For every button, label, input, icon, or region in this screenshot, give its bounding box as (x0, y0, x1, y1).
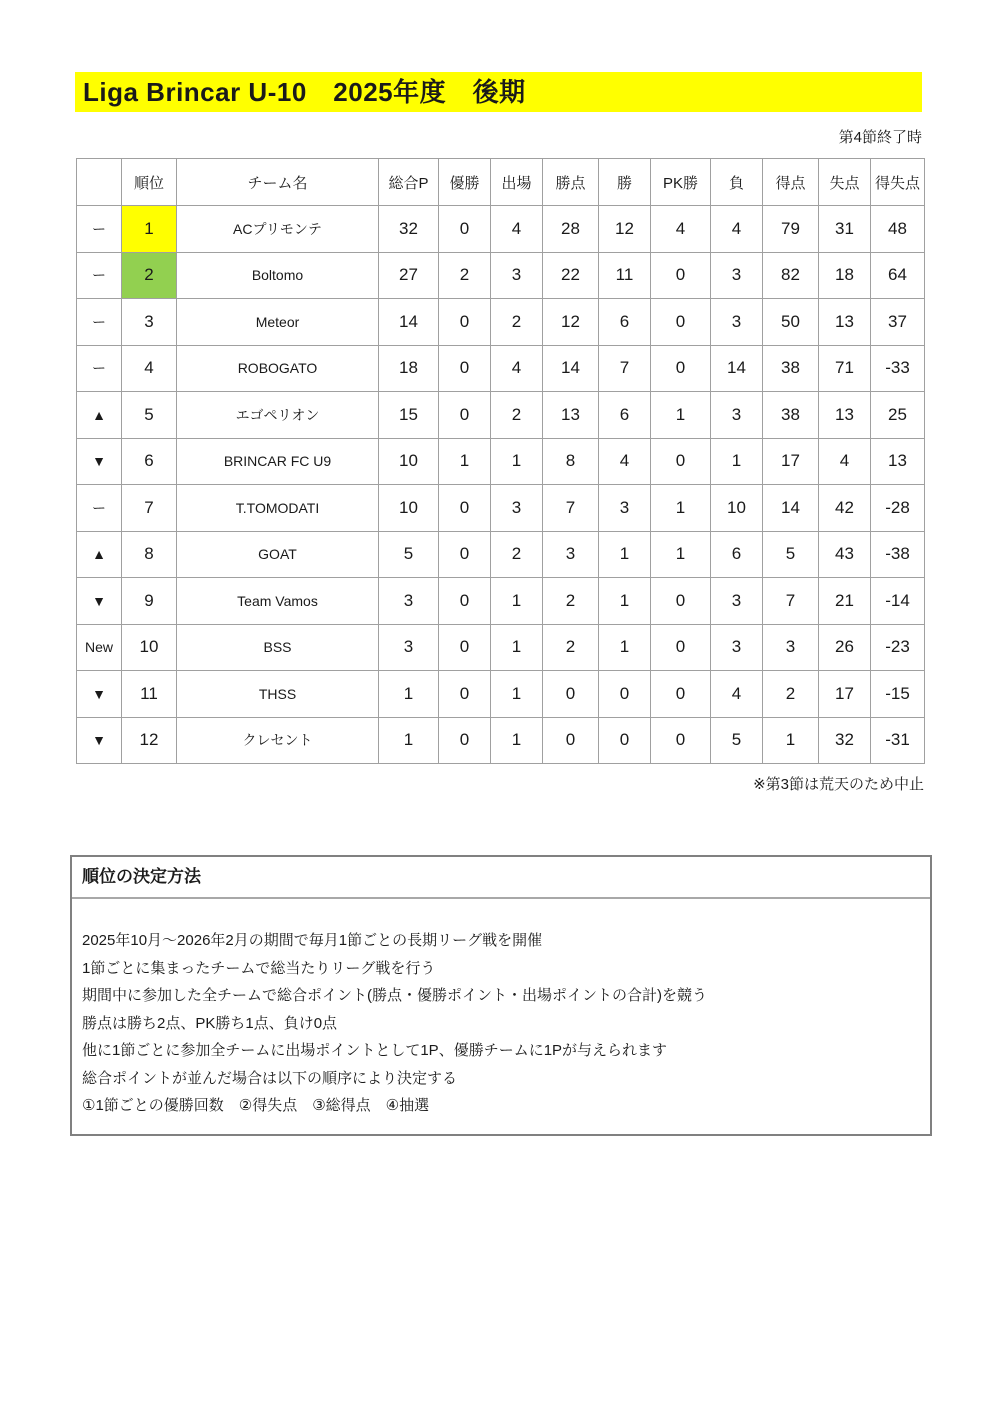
team-name-cell: Team Vamos (177, 578, 379, 625)
stat-cell: 0 (651, 299, 711, 346)
table-row (77, 717, 925, 764)
stat-cell: 13 (819, 392, 871, 439)
stat-cell: 0 (651, 578, 711, 625)
stat-cell: 0 (543, 671, 599, 718)
stat-cell: 8 (543, 438, 599, 485)
stat-cell: 0 (439, 531, 491, 578)
table-row (77, 252, 925, 299)
stat-cell: 3 (379, 624, 439, 671)
table-row (77, 206, 925, 253)
team-name-cell: クレセント (177, 717, 379, 764)
table-row (77, 392, 925, 439)
movement-cell: ー (77, 485, 122, 532)
stat-cell: 1 (599, 531, 651, 578)
stat-cell: 3 (711, 252, 763, 299)
header-row (77, 159, 925, 206)
rank-cell: 12 (122, 717, 177, 764)
stat-cell: 0 (439, 717, 491, 764)
team-name-cell: Meteor (177, 299, 379, 346)
stat-cell: 3 (379, 578, 439, 625)
rules-title: 順位の決定方法 (72, 857, 930, 899)
rank-cell: 11 (122, 671, 177, 718)
table-row (77, 578, 925, 625)
stat-cell: 3 (491, 485, 543, 532)
stat-cell: 13 (871, 438, 925, 485)
stat-cell: 3 (599, 485, 651, 532)
stat-cell: 5 (711, 717, 763, 764)
rules-body (72, 899, 930, 1120)
column-header (77, 159, 122, 206)
column-header: PK勝 (651, 159, 711, 206)
stat-cell: 14 (379, 299, 439, 346)
rules-box (70, 855, 932, 1136)
team-name-cell: ROBOGATO (177, 345, 379, 392)
stat-cell: 10 (711, 485, 763, 532)
stat-cell: 18 (819, 252, 871, 299)
stat-cell: -15 (871, 671, 925, 718)
column-header: 順位 (122, 159, 177, 206)
stat-cell: 2 (543, 578, 599, 625)
stat-cell: 10 (379, 485, 439, 532)
stat-cell: 12 (543, 299, 599, 346)
page-title: Liga Brincar U-10 2025年度 後期 (75, 72, 922, 112)
stat-cell: 38 (763, 392, 819, 439)
stat-cell: 32 (379, 206, 439, 253)
stat-cell: -38 (871, 531, 925, 578)
column-header: 得失点 (871, 159, 925, 206)
stat-cell: 0 (651, 252, 711, 299)
stat-cell: 2 (439, 252, 491, 299)
movement-cell: ー (77, 345, 122, 392)
column-header: 優勝 (439, 159, 491, 206)
stat-cell: 3 (491, 252, 543, 299)
team-name-cell: T.TOMODATI (177, 485, 379, 532)
team-name-cell: BSS (177, 624, 379, 671)
stat-cell: 7 (763, 578, 819, 625)
column-header: 勝点 (543, 159, 599, 206)
movement-cell: ー (77, 252, 122, 299)
stat-cell: 1 (599, 624, 651, 671)
stat-cell: 4 (651, 206, 711, 253)
stat-cell: 2 (763, 671, 819, 718)
table-header (77, 159, 925, 206)
rules-line: ①1節ごとの優勝回数 ②得失点 ③総得点 ④抽選 (82, 1097, 430, 1114)
stat-cell: 0 (651, 345, 711, 392)
movement-cell: ▼ (77, 671, 122, 718)
column-header: 得点 (763, 159, 819, 206)
stat-cell: 0 (651, 671, 711, 718)
stat-cell: 1 (439, 438, 491, 485)
rank-cell: 3 (122, 299, 177, 346)
movement-cell: ー (77, 206, 122, 253)
stat-cell: 3 (711, 578, 763, 625)
stat-cell: 5 (763, 531, 819, 578)
stat-cell: 0 (439, 392, 491, 439)
stat-cell: 26 (819, 624, 871, 671)
rules-line: 勝点は勝ち2点、PK勝ち1点、負け0点 (82, 1014, 338, 1032)
stat-cell: 3 (711, 624, 763, 671)
stat-cell: 64 (871, 252, 925, 299)
column-header: チーム名 (177, 159, 379, 206)
league-table (76, 158, 925, 764)
stat-cell: 22 (543, 252, 599, 299)
rank-cell: 2 (122, 252, 177, 299)
stat-cell: 7 (543, 485, 599, 532)
stage-status-label: 第4節終了時 (838, 129, 922, 146)
stat-cell: 38 (763, 345, 819, 392)
stat-cell: 0 (439, 485, 491, 532)
stat-cell: 2 (491, 531, 543, 578)
team-name-cell: THSS (177, 671, 379, 718)
stat-cell: 4 (491, 345, 543, 392)
movement-cell: ー (77, 299, 122, 346)
stat-cell: 1 (763, 717, 819, 764)
stat-cell: 1 (651, 485, 711, 532)
stat-cell: 1 (599, 578, 651, 625)
stat-cell: 2 (491, 392, 543, 439)
stat-cell: 31 (819, 206, 871, 253)
stat-cell: 1 (491, 438, 543, 485)
stat-cell: 6 (599, 299, 651, 346)
stat-cell: 21 (819, 578, 871, 625)
table-row (77, 485, 925, 532)
movement-cell: ▼ (77, 717, 122, 764)
table-row (77, 345, 925, 392)
stat-cell: 0 (543, 717, 599, 764)
stat-cell: 1 (491, 717, 543, 764)
table-row (77, 624, 925, 671)
stat-cell: -28 (871, 485, 925, 532)
column-header: 総合P (379, 159, 439, 206)
table-row (77, 671, 925, 718)
team-name-cell: GOAT (177, 531, 379, 578)
stat-cell: 1 (379, 671, 439, 718)
stat-cell: 0 (599, 717, 651, 764)
stat-cell: 3 (711, 392, 763, 439)
stat-cell: 2 (543, 624, 599, 671)
column-header: 出場 (491, 159, 543, 206)
table-body (77, 206, 925, 764)
table-row (77, 299, 925, 346)
rules-line: 期間中に参加した全チームで総合ポイント(勝点・優勝ポイント・出場ポイントの合計)を競う (82, 987, 707, 1004)
team-name-cell: BRINCAR FC U9 (177, 438, 379, 485)
stat-cell: 1 (491, 671, 543, 718)
stat-cell: 50 (763, 299, 819, 346)
stat-cell: 4 (819, 438, 871, 485)
stat-cell: 32 (819, 717, 871, 764)
rules-line: 2025年10月～2026年2月の期間で毎月1節ごとの長期リーグ戦を開催 (82, 932, 543, 949)
stat-cell: 11 (599, 252, 651, 299)
column-header: 勝 (599, 159, 651, 206)
rank-cell: 8 (122, 531, 177, 578)
stat-cell: 17 (763, 438, 819, 485)
stat-cell: -31 (871, 717, 925, 764)
stat-cell: 1 (711, 438, 763, 485)
stat-cell: 82 (763, 252, 819, 299)
team-name-cell: エゴペリオン (177, 392, 379, 439)
stat-cell: 7 (599, 345, 651, 392)
rank-cell: 7 (122, 485, 177, 532)
stat-cell: 42 (819, 485, 871, 532)
stat-cell: -14 (871, 578, 925, 625)
stat-cell: 79 (763, 206, 819, 253)
stat-cell: 2 (491, 299, 543, 346)
team-name-cell: Boltomo (177, 252, 379, 299)
stat-cell: -23 (871, 624, 925, 671)
stat-cell: 0 (599, 671, 651, 718)
stat-cell: 1 (379, 717, 439, 764)
stat-cell: 71 (819, 345, 871, 392)
rank-cell: 10 (122, 624, 177, 671)
cancellation-note: ※第3節は荒天のため中止 (753, 776, 924, 793)
stat-cell: 3 (711, 299, 763, 346)
stat-cell: 0 (439, 206, 491, 253)
stat-cell: 3 (763, 624, 819, 671)
stat-cell: 4 (711, 671, 763, 718)
stat-cell: 14 (543, 345, 599, 392)
rules-line: 他に1節ごとに参加全チームに出場ポイントとして1P、優勝チームに1Pが与えられます (82, 1042, 668, 1059)
rules-line: 総合ポイントが並んだ場合は以下の順序により決定する (82, 1069, 458, 1087)
stat-cell: 4 (491, 206, 543, 253)
stat-cell: 1 (491, 578, 543, 625)
stat-cell: 0 (439, 299, 491, 346)
stat-cell: 25 (871, 392, 925, 439)
stat-cell: 18 (379, 345, 439, 392)
stat-cell: 4 (711, 206, 763, 253)
rank-cell: 4 (122, 345, 177, 392)
stat-cell: 0 (439, 671, 491, 718)
stat-cell: 0 (651, 717, 711, 764)
stat-cell: 0 (439, 345, 491, 392)
movement-cell: ▲ (77, 531, 122, 578)
stat-cell: 1 (491, 624, 543, 671)
stat-cell: 13 (543, 392, 599, 439)
column-header: 負 (711, 159, 763, 206)
stat-cell: 0 (439, 624, 491, 671)
stat-cell: 3 (543, 531, 599, 578)
stat-cell: 0 (439, 578, 491, 625)
stat-cell: -33 (871, 345, 925, 392)
rank-cell: 9 (122, 578, 177, 625)
stat-cell: 28 (543, 206, 599, 253)
table-row (77, 531, 925, 578)
stat-cell: 6 (599, 392, 651, 439)
stat-cell: 1 (651, 392, 711, 439)
movement-cell: New (77, 624, 122, 671)
stat-cell: 14 (763, 485, 819, 532)
stat-cell: 1 (651, 531, 711, 578)
stat-cell: 27 (379, 252, 439, 299)
stat-cell: 12 (599, 206, 651, 253)
stat-cell: 43 (819, 531, 871, 578)
stat-cell: 48 (871, 206, 925, 253)
stat-cell: 6 (711, 531, 763, 578)
stat-cell: 0 (651, 438, 711, 485)
stat-cell: 10 (379, 438, 439, 485)
movement-cell: ▼ (77, 438, 122, 485)
column-header: 失点 (819, 159, 871, 206)
movement-cell: ▲ (77, 392, 122, 439)
rank-cell: 1 (122, 206, 177, 253)
stat-cell: 5 (379, 531, 439, 578)
stat-cell: 0 (651, 624, 711, 671)
table-row (77, 438, 925, 485)
stat-cell: 13 (819, 299, 871, 346)
rank-cell: 5 (122, 392, 177, 439)
movement-cell: ▼ (77, 578, 122, 625)
stat-cell: 14 (711, 345, 763, 392)
team-name-cell: ACプリモンテ (177, 206, 379, 253)
stat-cell: 4 (599, 438, 651, 485)
stat-cell: 15 (379, 392, 439, 439)
rank-cell: 6 (122, 438, 177, 485)
stat-cell: 37 (871, 299, 925, 346)
stat-cell: 17 (819, 671, 871, 718)
rules-line: 1節ごとに集まったチームで総当たりリーグ戦を行う (82, 959, 436, 977)
